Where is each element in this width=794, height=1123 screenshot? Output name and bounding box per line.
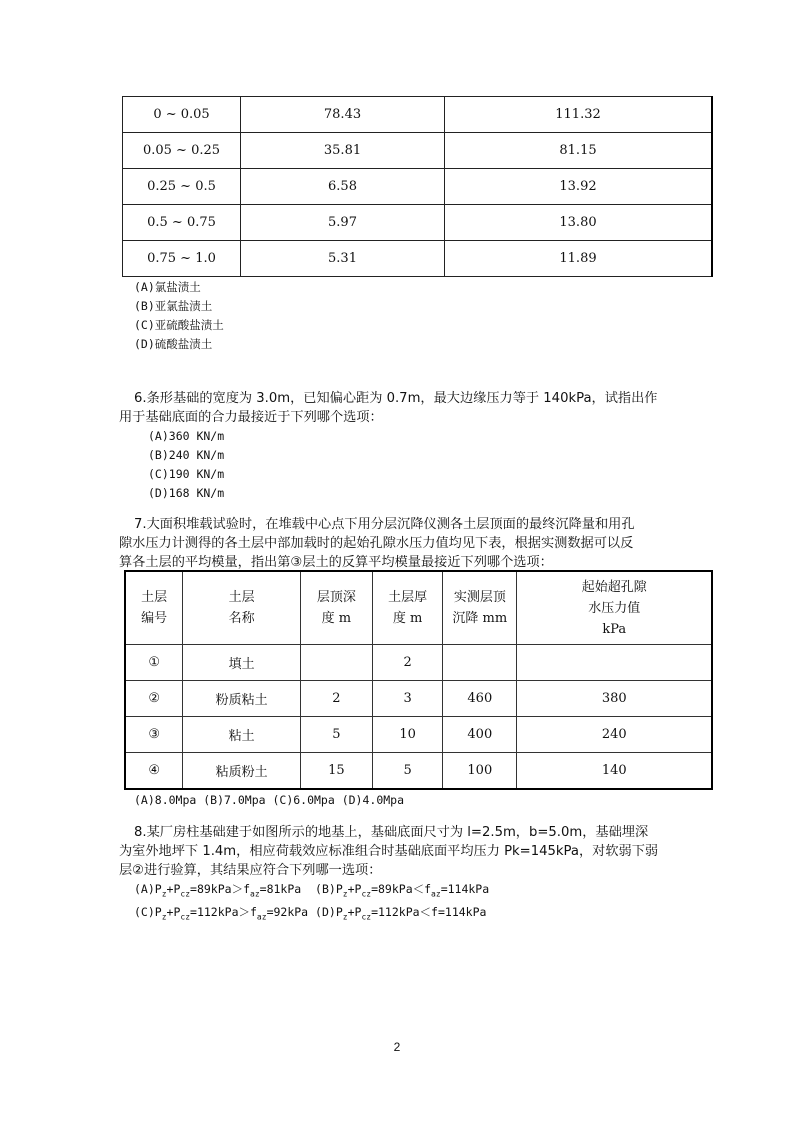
table-row [123, 133, 713, 169]
table-cell: 81.15 [445, 133, 713, 169]
table-cell: 10 [372, 717, 442, 753]
q5-option-d: (D)硫酸盐渍土 [134, 337, 213, 351]
table-cell: 0 ~ 0.05 [123, 97, 241, 133]
table-cell: 100 [443, 753, 517, 790]
table-cell: 13.80 [445, 205, 713, 241]
table-row [125, 753, 712, 790]
table-row [125, 717, 712, 753]
table-cell: ① [125, 645, 183, 681]
table-cell: 粘质粉土 [183, 753, 300, 790]
table-cell: 0.5 ~ 0.75 [123, 205, 241, 241]
q8-line-3: 层②进行验算，其结果应符合下列哪一选项： [119, 863, 382, 878]
page-number: 2 [393, 1040, 401, 1054]
column-header: 土层 编号 [125, 571, 183, 645]
q6-option-a: (A)360 KN/m [148, 429, 225, 443]
soil-layer-table [124, 570, 713, 790]
q8-options-row-1 [134, 880, 489, 903]
table-cell: ② [125, 681, 183, 717]
table-cell: 140 [517, 753, 712, 790]
table-row [125, 645, 712, 681]
table-row [123, 169, 713, 205]
q8-line-1: 8.某厂房柱基础建于如图所示的地基上，基础底面尺寸为 l=2.5m，b=5.0m，基础埋深 [134, 825, 649, 840]
q6-option-c: (C)190 KN/m [148, 467, 225, 481]
q8-options-row-2 [134, 903, 489, 926]
table-cell: 15 [300, 753, 372, 790]
table-cell [300, 645, 372, 681]
table-cell: 粘土 [183, 717, 300, 753]
q5-option-b: (B)亚氯盐渍土 [134, 299, 213, 313]
column-header: 层顶深 度 m [300, 571, 372, 645]
q7-options: (A)8.0Mpa (B)7.0Mpa (C)6.0Mpa (D)4.0Mpa [134, 793, 405, 807]
table-cell [517, 645, 712, 681]
q7-stem [119, 515, 635, 572]
column-header: 起始超孔隙 水压力值 kPa [517, 571, 712, 645]
table-cell: 460 [443, 681, 517, 717]
table-row [123, 97, 713, 133]
table-cell: 35.81 [241, 133, 445, 169]
q7-line-3: 算各土层的平均模量，指出第③层土的反算平均模量最接近下列哪个选项： [119, 555, 553, 570]
table-cell [443, 645, 517, 681]
table-cell: 0.25 ~ 0.5 [123, 169, 241, 205]
q6-stem [119, 389, 658, 427]
table-cell: 0.75 ~ 1.0 [123, 241, 241, 277]
table-cell: 5.97 [241, 205, 445, 241]
q8-option-d: $(D)P_z+P_{cz}=112kPa<f=114kPa$ [315, 905, 487, 922]
q8-option-b: $(B)P_z+P_{cz}=89kPa<f_{az}=114kPa$ [315, 882, 490, 899]
q6-line-1: 6.条形基础的宽度为 3.0m，已知偏心距为 0.7m，最大边缘压力等于 140kPa，试指出作 [134, 391, 658, 406]
q8-option-c: $(C)P_z+P_{cz}=112kPa>f_{az}=92kPa$ [134, 905, 309, 922]
q6-option-b: (B)240 KN/m [148, 448, 225, 462]
column-header: 实测层顶 沉降 mm [443, 571, 517, 645]
column-header: 土层厚 度 m [372, 571, 442, 645]
table-cell: 240 [517, 717, 712, 753]
q8-option-a: $(A)P_z+P_{cz}=89kPa>f_{az}=81kPa$ [134, 882, 302, 899]
q6-options [148, 427, 224, 503]
column-header: 土层 名称 [183, 571, 300, 645]
q5-option-c: (C)亚硫酸盐渍土 [134, 318, 224, 332]
q8-options [134, 880, 489, 927]
table-cell: 400 [443, 717, 517, 753]
table-cell: 粉质粘土 [183, 681, 300, 717]
table-cell: 11.89 [445, 241, 713, 277]
table-cell: 5.31 [241, 241, 445, 277]
q7-line-2: 隙水压力计测得的各土层中部加载时的起始孔隙水压力值均见下表，根据实测数据可以反 [119, 536, 634, 551]
table-cell: 0.05 ~ 0.25 [123, 133, 241, 169]
table-cell: 2 [300, 681, 372, 717]
table-cell: 111.32 [445, 97, 713, 133]
q6-option-d: (D)168 KN/m [148, 486, 225, 500]
table-cell: 填土 [183, 645, 300, 681]
q7-line-1: 7.大面积堆载试验时，在堆载中心点下用分层沉降仪测各土层顶面的最终沉降量和用孔 [134, 517, 635, 532]
q8-stem [119, 823, 659, 880]
q5-option-a: (A)氯盐渍土 [134, 280, 201, 294]
q6-line-2: 用于基础底面的合力最接近于下列哪个选项： [119, 410, 383, 425]
table-cell: ③ [125, 717, 183, 753]
table-cell: 6.58 [241, 169, 445, 205]
q5-options [134, 278, 224, 354]
table-row [125, 681, 712, 717]
soil-ratio-table [122, 96, 713, 277]
table-row [123, 205, 713, 241]
table-cell: 13.92 [445, 169, 713, 205]
table-cell: 3 [372, 681, 442, 717]
q8-line-2: 为室外地坪下 1.4m，相应荷载效应标准组合时基础底面平均压力 Pk=145kPa，对软弱下弱 [119, 844, 659, 859]
table-cell: 380 [517, 681, 712, 717]
table-cell: 2 [372, 645, 442, 681]
table-cell: 78.43 [241, 97, 445, 133]
table-cell: ④ [125, 753, 183, 790]
table-row [123, 241, 713, 277]
table-cell: 5 [300, 717, 372, 753]
table-cell: 5 [372, 753, 442, 790]
